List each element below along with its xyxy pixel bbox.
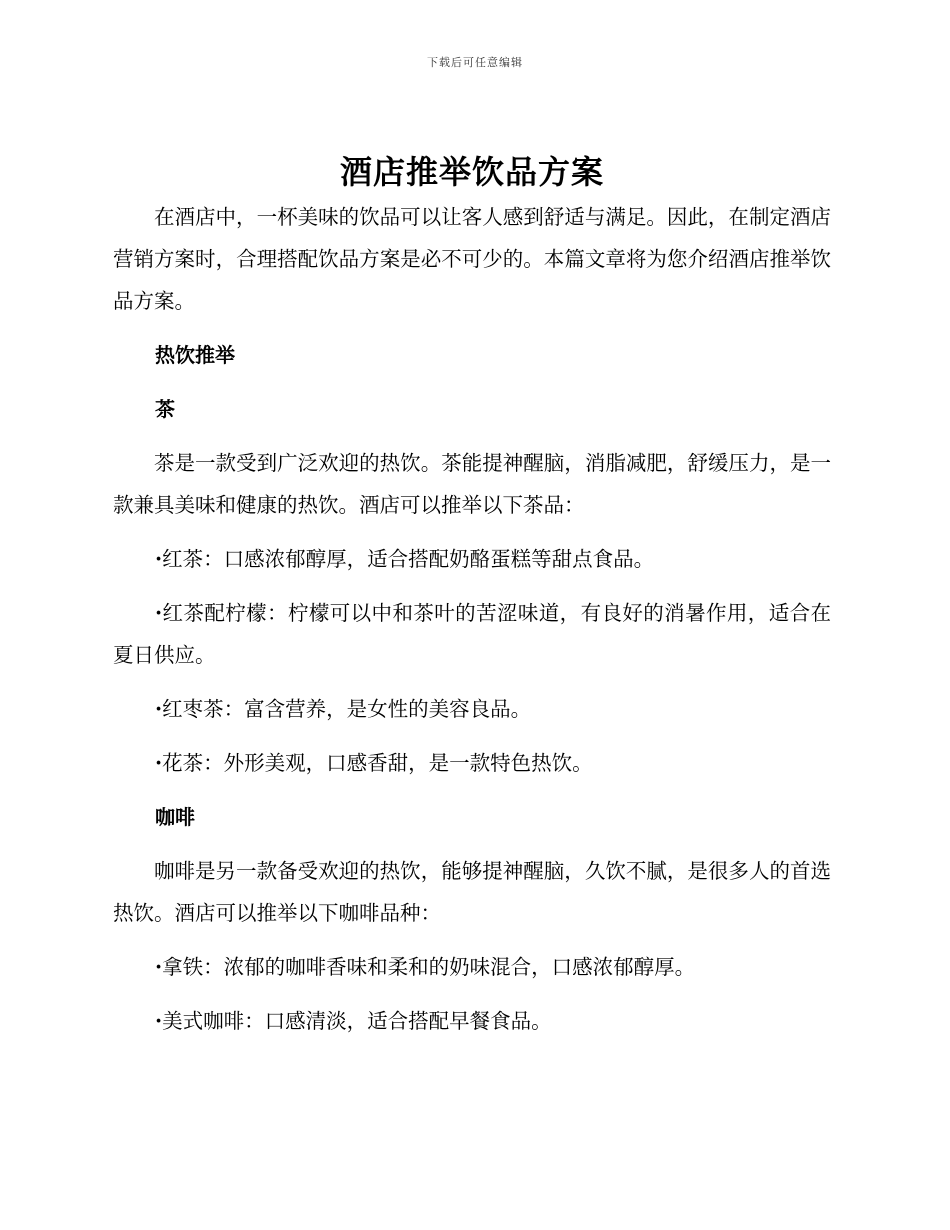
- bullet-dot: ·: [155, 547, 163, 571]
- tea-item-text: 红茶：口感浓郁醇厚，适合搭配奶酪蛋糕等甜点食品。: [162, 547, 655, 571]
- bullet-dot: ·: [155, 955, 163, 979]
- tea-item-black-tea: [113, 538, 831, 580]
- bullet-dot: ·: [155, 697, 163, 721]
- coffee-intro-paragraph: 咖啡是另一款备受欢迎的热饮，能够提神醒脑，久饮不腻，是很多人的首选热饮。酒店可以推举以下咖啡品种：: [113, 859, 831, 925]
- header-note: 下载后可任意编辑: [427, 56, 523, 69]
- tea-item-jujube-tea: [113, 688, 831, 730]
- bullet-dot: ·: [155, 751, 163, 775]
- document-body: [113, 150, 831, 1054]
- coffee-item-text: 美式咖啡：口感清淡，适合搭配早餐食品。: [162, 1009, 552, 1033]
- coffee-item-americano: [113, 1000, 831, 1042]
- coffee-item-text: 拿铁：浓郁的咖啡香味和柔和的奶味混合，口感浓郁醇厚。: [162, 955, 696, 979]
- bullet-dot: ·: [155, 1009, 163, 1033]
- document-title: 酒店推举饮品方案: [339, 153, 604, 191]
- tea-item-text: 花茶：外形美观，口感香甜，是一款特色热饮。: [162, 751, 593, 775]
- subheading-coffee: 咖啡: [155, 805, 195, 829]
- tea-item-flower-tea: [113, 742, 831, 784]
- tea-item-text: 红枣茶：富含营养，是女性的美容良品。: [162, 697, 532, 721]
- tea-intro-paragraph: 茶是一款受到广泛欢迎的热饮。茶能提神醒脑，消脂减肥，舒缓压力，是一款兼具美味和健康的热饮。酒店可以推举以下茶品：: [113, 451, 831, 517]
- section-heading-hot-drinks: 热饮推举: [155, 343, 235, 367]
- tea-item-lemon-tea: [113, 592, 831, 676]
- tea-item-text: 红茶配柠檬：柠檬可以中和茶叶的苦涩味道，有良好的消暑作用，适合在夏日供应。: [113, 601, 831, 667]
- intro-paragraph: 在酒店中，一杯美味的饮品可以让客人感到舒适与满足。因此，在制定酒店营销方案时，合理搭配饮品方案是必不可少的。本篇文章将为您介绍酒店推举饮品方案。: [113, 205, 831, 313]
- subheading-tea: 茶: [155, 397, 175, 421]
- coffee-item-latte: [113, 946, 831, 988]
- bullet-dot: ·: [155, 601, 163, 625]
